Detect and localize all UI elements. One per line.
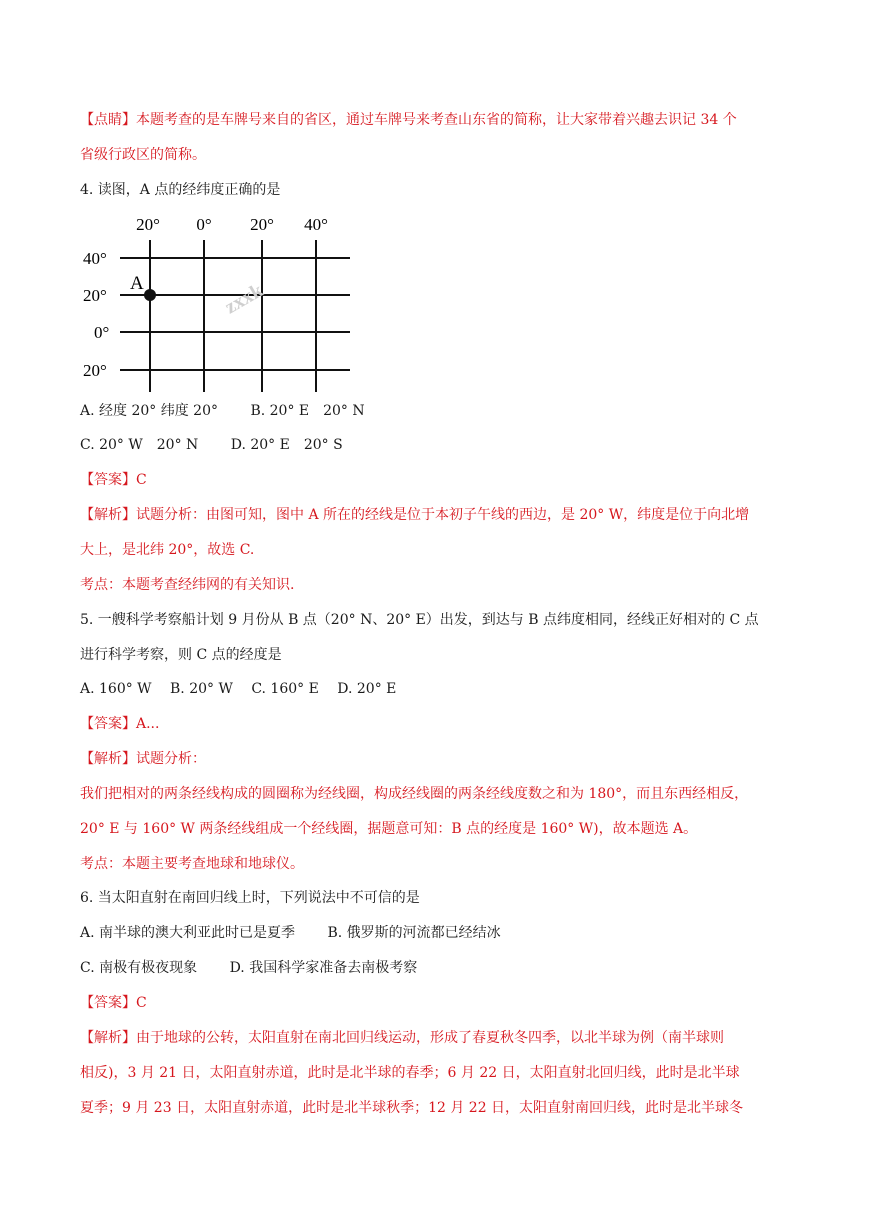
point-a-marker: [144, 289, 156, 301]
q5-analysis-head: 【解析】试题分析：: [80, 751, 206, 767]
q5-stem-1: 5. 一艘科学考察船计划 9 月份从 B 点（20° N、20° E）出发，到达与 B 点纬度相同，经线正好相对的 C 点: [80, 612, 759, 628]
point-a-label: A: [130, 273, 144, 294]
q5-analysis-2: 20° E 与 160° W 两条经线组成一个经线圈，据题意可知：B 点的经度是 160° W)，故本题选 A。: [80, 821, 698, 837]
q6-analysis-2: 相反)，3 月 21 日，太阳直射赤道，此时是北半球的春季；6 月 22 日，太阳直射北回归线，此时是北半球: [80, 1065, 740, 1081]
q5-kaodian: 考点：本题主要考查地球和地球仪。: [80, 856, 304, 872]
q4-kaodian: 考点：本题考查经纬网的有关知识.: [80, 577, 295, 593]
q4-analysis-2: 大上，是北纬 20°，故选 C.: [80, 542, 255, 558]
dianjing-tag: 【点睛】: [80, 112, 136, 128]
q5-analysis-1: 我们把相对的两条经线构成的圆圈称为经线圈，构成经线圈的两条经线度数之和为 180°，而且东西经相反，: [80, 786, 749, 802]
top-label-3: 20°: [250, 215, 274, 234]
q4-options-2: C. 20° W 20° N D. 20° E 20° S: [80, 437, 343, 453]
zxxk-watermark-text: zxxk: [221, 279, 267, 319]
q6-options-1: A. 南半球的澳大利亚此时已是夏季 B. 俄罗斯的河流都已经结冰: [80, 925, 501, 941]
left-label-1: 40°: [83, 249, 107, 268]
q6-analysis-3: 夏季；9 月 23 日，太阳直射赤道，此时是北半球秋季；12 月 22 日，太阳直射南回归线，此时是北半球冬: [80, 1100, 744, 1116]
q4-analysis-1: 【解析】试题分析：由图可知，图中 A 所在的经线是位于本初子午线的西边，是 20° W，纬度是位于向北增: [80, 507, 750, 523]
dianjing-text-1: 本题考查的是车牌号来自的省区，通过车牌号来考查山东省的简称，让大家带着兴趣去识记 34 个: [136, 112, 737, 128]
q6-options-2: C. 南极有极夜现象 D. 我国科学家准备去南极考察: [80, 960, 418, 976]
left-label-3: 0°: [94, 323, 110, 342]
top-label-1: 20°: [136, 215, 160, 234]
q6-analysis-1: 【解析】由于地球的公转，太阳直射在南北回归线运动，形成了春夏秋冬四季，以北半球为例（南半球则: [80, 1030, 724, 1046]
top-label-4: 40°: [304, 215, 328, 234]
q6-stem: 6. 当太阳直射在南回归线上时，下列说法中不可信的是: [80, 890, 420, 906]
q5-stem-2: 进行科学考察，则 C 点的经度是: [80, 647, 282, 663]
q5-options: A. 160° W B. 20° W C. 160° E D. 20° E: [80, 681, 397, 697]
q4-options-1: A. 经度 20° 纬度 20° B. 20° E 20° N: [80, 403, 365, 419]
top-label-2: 0°: [196, 215, 212, 234]
q4-answer: 【答案】C: [80, 472, 147, 488]
lat-lon-grid-figure: [80, 210, 370, 395]
dianjing-line-2: 省级行政区的简称。: [80, 147, 206, 163]
q4-stem: 4. 读图，A 点的经纬度正确的是: [80, 182, 281, 198]
dianjing-line-1: [80, 110, 737, 130]
q5-answer: 【答案】A...: [80, 716, 160, 732]
left-label-2: 20°: [83, 286, 107, 305]
left-label-4: 20°: [83, 361, 107, 380]
q6-answer: 【答案】C: [80, 995, 147, 1011]
